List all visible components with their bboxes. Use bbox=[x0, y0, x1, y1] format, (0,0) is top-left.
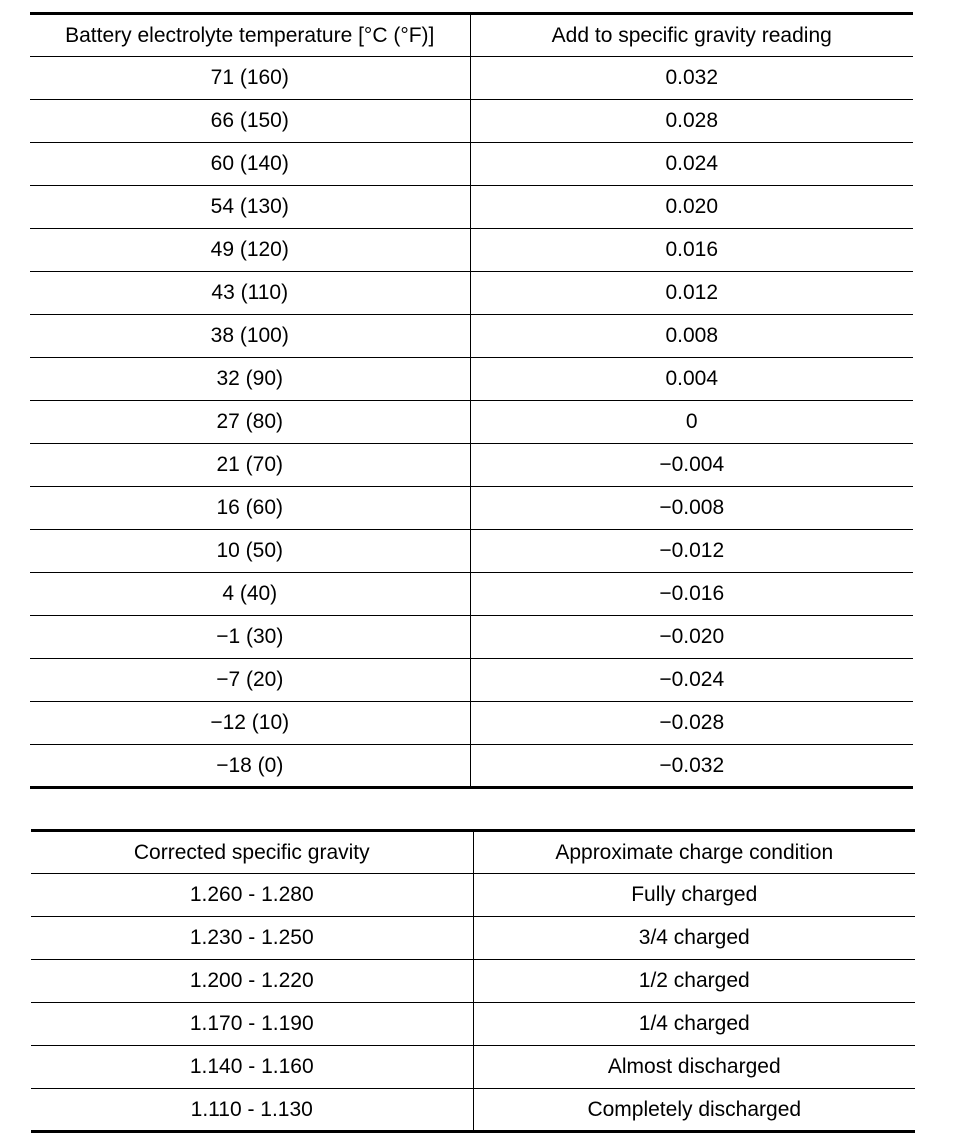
table-row bbox=[30, 272, 913, 315]
correction-cell: −0.020 bbox=[470, 616, 913, 659]
gravity-range-cell: 1.110 - 1.130 bbox=[31, 1089, 473, 1132]
column-header-corrected-gravity: Corrected specific gravity bbox=[31, 831, 473, 874]
column-header-temperature: Battery electrolyte temperature [°C (°F)] bbox=[30, 14, 470, 57]
correction-cell: 0.008 bbox=[470, 315, 913, 358]
table-row bbox=[30, 358, 913, 401]
correction-cell: −0.028 bbox=[470, 702, 913, 745]
temperature-cell: 71 (160) bbox=[30, 57, 470, 100]
temperature-cell: 27 (80) bbox=[30, 401, 470, 444]
column-header-add-to-gravity: Add to specific gravity reading bbox=[470, 14, 913, 57]
correction-cell: 0.004 bbox=[470, 358, 913, 401]
table-row bbox=[31, 1003, 915, 1046]
charge-condition-cell: 1/4 charged bbox=[473, 1003, 915, 1046]
gravity-range-cell: 1.230 - 1.250 bbox=[31, 917, 473, 960]
correction-cell: −0.004 bbox=[470, 444, 913, 487]
temperature-cell: −1 (30) bbox=[30, 616, 470, 659]
temperature-cell: 66 (150) bbox=[30, 100, 470, 143]
table-row bbox=[30, 702, 913, 745]
gravity-range-cell: 1.140 - 1.160 bbox=[31, 1046, 473, 1089]
temperature-cell: 60 (140) bbox=[30, 143, 470, 186]
correction-cell: 0.028 bbox=[470, 100, 913, 143]
correction-cell: 0.024 bbox=[470, 143, 913, 186]
table-row bbox=[30, 487, 913, 530]
temperature-correction-table bbox=[30, 12, 913, 789]
charge-condition-cell: Almost discharged bbox=[473, 1046, 915, 1089]
table-row bbox=[30, 745, 913, 788]
table-row bbox=[30, 315, 913, 358]
correction-cell: −0.008 bbox=[470, 487, 913, 530]
table-row bbox=[30, 573, 913, 616]
charge-condition-cell: 3/4 charged bbox=[473, 917, 915, 960]
table-header-row bbox=[31, 831, 915, 874]
table-row bbox=[30, 100, 913, 143]
temperature-cell: 10 (50) bbox=[30, 530, 470, 573]
table-row bbox=[30, 659, 913, 702]
temperature-cell: 21 (70) bbox=[30, 444, 470, 487]
table-row bbox=[31, 874, 915, 917]
temperature-cell: −7 (20) bbox=[30, 659, 470, 702]
gravity-range-cell: 1.170 - 1.190 bbox=[31, 1003, 473, 1046]
column-header-charge-condition: Approximate charge condition bbox=[473, 831, 915, 874]
table-row bbox=[31, 917, 915, 960]
table-row bbox=[30, 229, 913, 272]
charge-condition-cell: Completely discharged bbox=[473, 1089, 915, 1132]
temperature-cell: 16 (60) bbox=[30, 487, 470, 530]
correction-cell: 0.020 bbox=[470, 186, 913, 229]
temperature-cell: 38 (100) bbox=[30, 315, 470, 358]
table-row bbox=[31, 1046, 915, 1089]
charge-condition-table bbox=[31, 829, 915, 1133]
correction-cell: −0.032 bbox=[470, 745, 913, 788]
correction-cell: −0.024 bbox=[470, 659, 913, 702]
temperature-cell: −18 (0) bbox=[30, 745, 470, 788]
table-row bbox=[30, 616, 913, 659]
charge-condition-cell: 1/2 charged bbox=[473, 960, 915, 1003]
temperature-cell: 54 (130) bbox=[30, 186, 470, 229]
correction-cell: 0.012 bbox=[470, 272, 913, 315]
table-row bbox=[30, 143, 913, 186]
correction-cell: 0 bbox=[470, 401, 913, 444]
correction-cell: −0.016 bbox=[470, 573, 913, 616]
table-row bbox=[30, 186, 913, 229]
correction-cell: −0.012 bbox=[470, 530, 913, 573]
table-header-row bbox=[30, 14, 913, 57]
correction-cell: 0.032 bbox=[470, 57, 913, 100]
table-row bbox=[30, 530, 913, 573]
temperature-cell: −12 (10) bbox=[30, 702, 470, 745]
temperature-cell: 4 (40) bbox=[30, 573, 470, 616]
temperature-cell: 32 (90) bbox=[30, 358, 470, 401]
gravity-range-cell: 1.200 - 1.220 bbox=[31, 960, 473, 1003]
table-row bbox=[30, 401, 913, 444]
correction-cell: 0.016 bbox=[470, 229, 913, 272]
temperature-cell: 43 (110) bbox=[30, 272, 470, 315]
table-row bbox=[30, 57, 913, 100]
table-row bbox=[30, 444, 913, 487]
table-row bbox=[31, 1089, 915, 1132]
temperature-cell: 49 (120) bbox=[30, 229, 470, 272]
table-row bbox=[31, 960, 915, 1003]
gravity-range-cell: 1.260 - 1.280 bbox=[31, 874, 473, 917]
charge-condition-cell: Fully charged bbox=[473, 874, 915, 917]
